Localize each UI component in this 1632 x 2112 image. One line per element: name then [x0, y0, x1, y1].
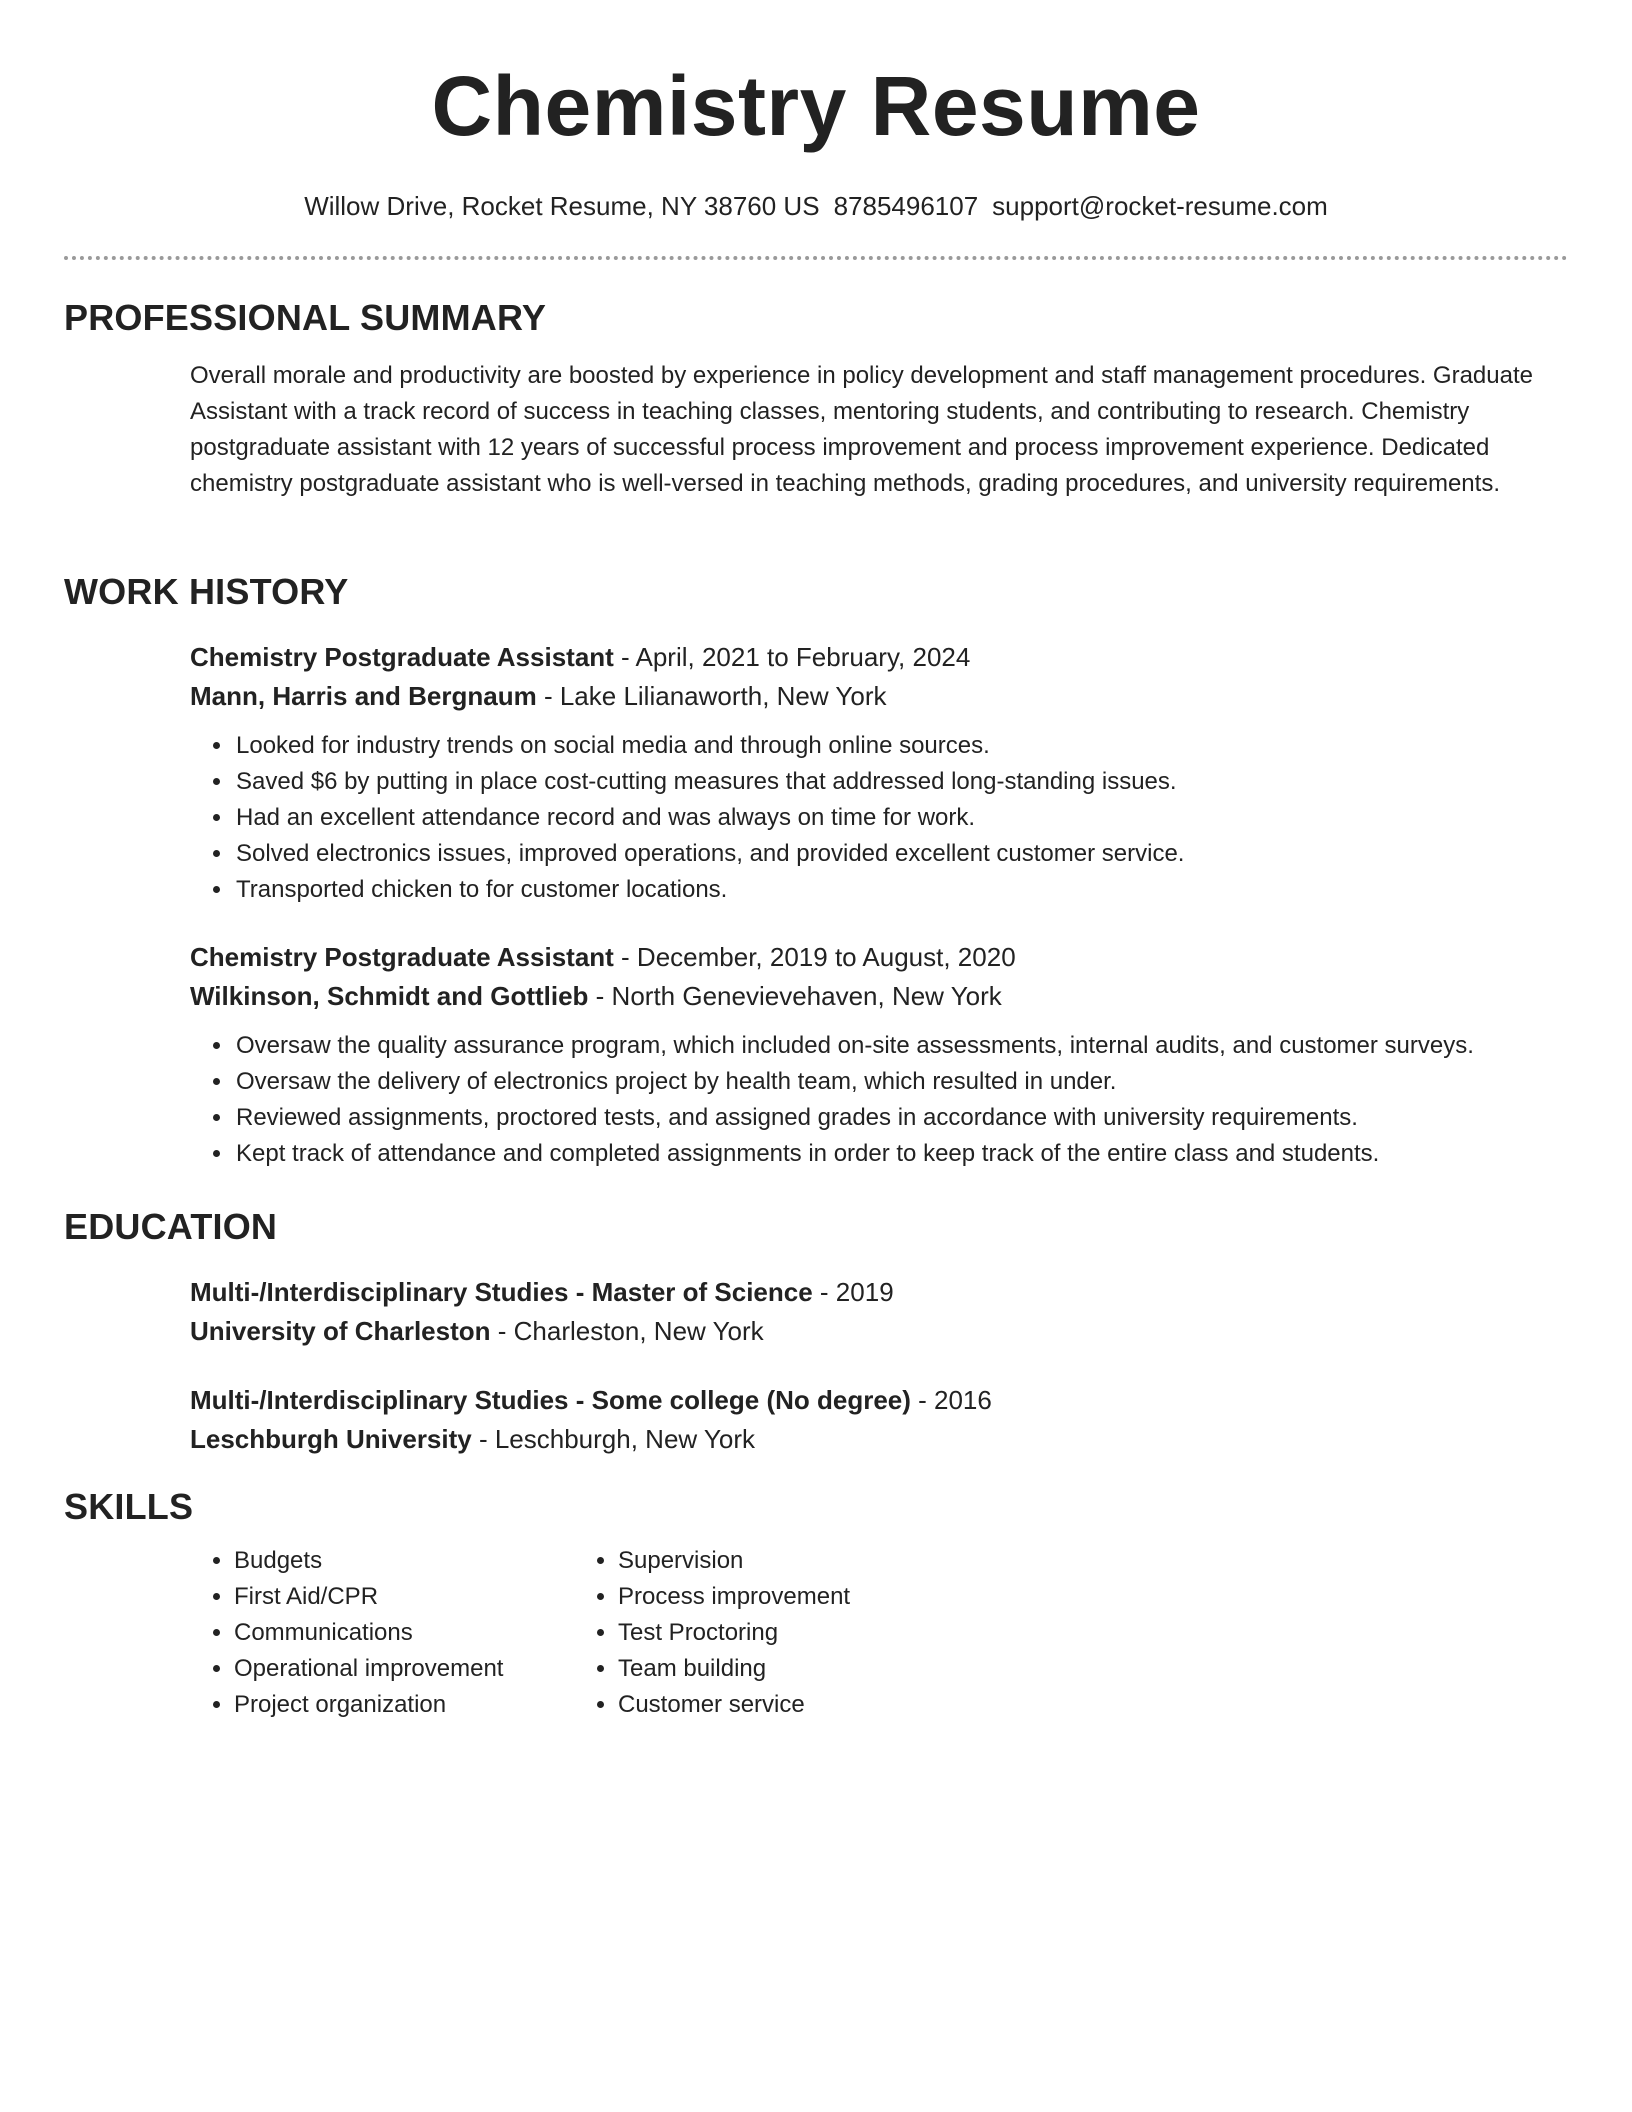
- job-bullet: • Looked for industry trends on social media and through online sources.: [234, 728, 1568, 764]
- job-bullet: • Reviewed assignments, proctored tests, and assigned grades in accordance with university requirements.: [234, 1100, 1568, 1136]
- skill-item: • Operational improvement: [234, 1651, 574, 1687]
- job-company: Wilkinson, Schmidt and Gottlieb: [190, 981, 589, 1011]
- work-section: [64, 570, 1568, 1172]
- education-year: - 2019: [812, 1277, 894, 1307]
- job-company-line: [190, 977, 1568, 1016]
- education-degree: Multi-/Interdisciplinary Studies - Master of Science: [190, 1277, 813, 1307]
- job-title-line: [190, 938, 1568, 977]
- education-entry: [64, 1273, 1568, 1351]
- skill-item: • Process improvement: [618, 1579, 1084, 1615]
- job-bullet: • Transported chicken to for customer locations.: [234, 872, 1568, 908]
- education-degree-line: [190, 1273, 1568, 1312]
- education-entry: [64, 1381, 1568, 1459]
- job-bullet: • Had an excellent attendance record and was always on time for work.: [234, 800, 1568, 836]
- education-heading: EDUCATION: [64, 1206, 278, 1247]
- education-year: - 2016: [910, 1385, 992, 1415]
- job-company-line: [190, 677, 1568, 716]
- skill-item: • First Aid/CPR: [234, 1579, 574, 1615]
- job-company: Mann, Harris and Bergnaum: [190, 681, 537, 711]
- skill-item: • Supervision: [618, 1543, 1084, 1579]
- job-bullets: [64, 728, 1568, 908]
- job-title-line: [190, 638, 1568, 677]
- resume-title: Chemistry Resume: [431, 59, 1201, 153]
- header-divider: [64, 256, 1568, 260]
- work-heading: WORK HISTORY: [64, 571, 349, 612]
- skill-item: • Budgets: [234, 1543, 574, 1579]
- job-bullet: • Kept track of attendance and completed assignments in order to keep track of the entire class and students.: [234, 1136, 1568, 1172]
- skill-item: • Customer service: [618, 1687, 1084, 1723]
- job-dates: - December, 2019 to August, 2020: [613, 942, 1016, 972]
- job-bullets: [64, 1028, 1568, 1172]
- summary-section: [64, 296, 1568, 502]
- job-bullet: • Oversaw the delivery of electronics project by health team, which resulted in under.: [234, 1064, 1568, 1100]
- job-location: - North Genevievehaven, New York: [588, 981, 1002, 1011]
- job-role: Chemistry Postgraduate Assistant: [190, 642, 614, 672]
- job-entry: [64, 638, 1568, 716]
- summary-heading: PROFESSIONAL SUMMARY: [64, 297, 547, 338]
- education-location: - Leschburgh, New York: [471, 1424, 756, 1454]
- education-school: Leschburgh University: [190, 1424, 472, 1454]
- contact-phone: 8785496107: [833, 191, 979, 221]
- education-location: - Charleston, New York: [490, 1316, 764, 1346]
- skill-item: • Team building: [618, 1651, 1084, 1687]
- skills-section: [64, 1485, 1568, 1723]
- job-bullet: • Solved electronics issues, improved operations, and provided excellent customer service.: [234, 836, 1568, 872]
- job-location: - Lake Lilianaworth, New York: [536, 681, 887, 711]
- skills-columns: [64, 1543, 1568, 1723]
- job-bullet: • Oversaw the quality assurance program, which included on-site assessments, internal audits, and customer surveys.: [234, 1028, 1568, 1064]
- contact-address: Willow Drive, Rocket Resume, NY 38760 US: [304, 191, 820, 221]
- skills-heading: SKILLS: [64, 1486, 194, 1527]
- skill-item: • Communications: [234, 1615, 574, 1651]
- skill-item: • Project organization: [234, 1687, 574, 1723]
- skills-list-left: [64, 1543, 574, 1723]
- job-role: Chemistry Postgraduate Assistant: [190, 942, 614, 972]
- contact-line: [64, 190, 1568, 222]
- job-dates: - April, 2021 to February, 2024: [613, 642, 971, 672]
- job-bullet: • Saved $6 by putting in place cost-cutting measures that addressed long-standing issues.: [234, 764, 1568, 800]
- contact-email: support@rocket-resume.com: [992, 191, 1328, 221]
- education-school-line: [190, 1312, 1568, 1351]
- education-degree-line: [190, 1381, 1568, 1420]
- education-school: University of Charleston: [190, 1316, 491, 1346]
- skills-list-right: [574, 1543, 1084, 1723]
- skill-item: • Test Proctoring: [618, 1615, 1084, 1651]
- summary-text: Overall morale and productivity are boosted by experience in policy development and staff management procedures. Graduate Assistant with a track record of success in teaching classes, mentoring students, and contributing to research. Chemistry postgraduate assistant with 12 years of successful process improvement and process improvement experience. Dedicated chemistry postgraduate assistant who is well-versed in teaching methods, grading procedures, and university requirements.: [190, 362, 1533, 497]
- education-section: [64, 1205, 1568, 1459]
- education-degree: Multi-/Interdisciplinary Studies - Some college (No degree): [190, 1385, 911, 1415]
- education-school-line: [190, 1420, 1568, 1459]
- job-entry: [64, 938, 1568, 1016]
